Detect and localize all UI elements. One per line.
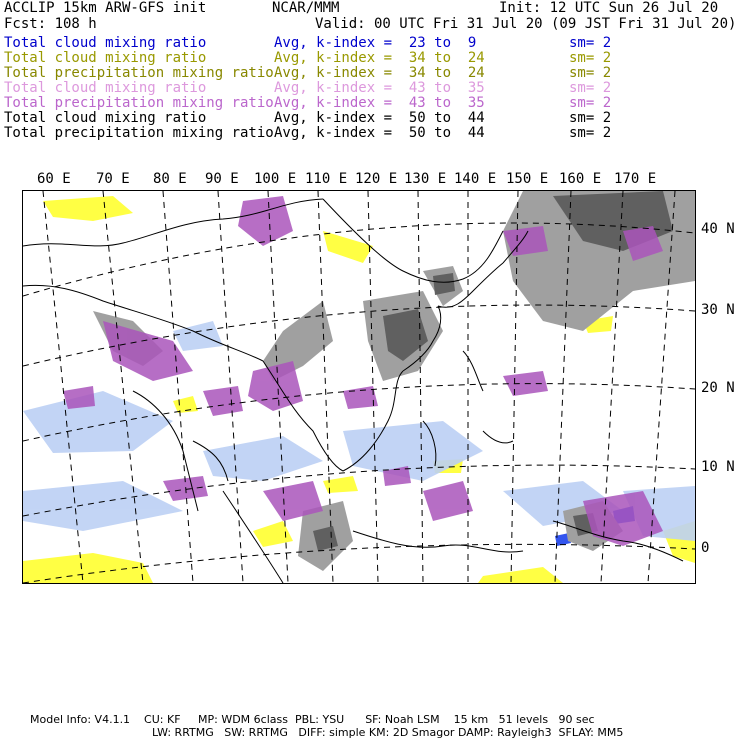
lon-label: 70 E [96, 171, 130, 187]
lon-label: 120 E [355, 171, 398, 187]
valid-time: Valid: 00 UTC Fri 31 Jul 20 (09 JST Fri 31 Jul 20) [315, 16, 737, 32]
legend-avg: Avg, k-index = 34 to 24 [274, 65, 485, 81]
org-label: NCAR/MMM [272, 0, 340, 16]
legend-avg: Avg, k-index = 50 to 44 [274, 125, 485, 141]
legend-label: Total cloud mixing ratio [4, 50, 207, 66]
legend-sm: sm= 2 [569, 50, 612, 66]
legend-sm: sm= 2 [569, 35, 612, 51]
lon-label: 170 E [614, 171, 657, 187]
lon-label: 140 E [454, 171, 497, 187]
lon-label: 130 E [404, 171, 447, 187]
legend-label: Total precipitation mixing ratio [4, 125, 274, 141]
init-time: Init: 12 UTC Sun 26 Jul 20 [499, 0, 719, 16]
legend-row [4, 95, 612, 111]
lon-label: 60 E [37, 171, 71, 187]
lat-label: 30 N [701, 302, 735, 318]
footer-physics-info: LW: RRTMG SW: RRTMG DIFF: simple KM: 2D Smagor DAMP: Rayleigh3 SFLAY: MM5 [152, 726, 624, 739]
legend-row [4, 35, 612, 51]
legend-sm: sm= 2 [569, 65, 612, 81]
legend-label: Total cloud mixing ratio [4, 80, 207, 96]
map-panel [22, 190, 696, 584]
legend-sm: sm= 2 [569, 125, 612, 141]
lon-label: 100 E [254, 171, 297, 187]
lat-label: 10 N [701, 459, 735, 475]
lat-label: 40 N [701, 221, 735, 237]
lat-label: 0 [701, 540, 710, 556]
legend-row [4, 80, 612, 96]
model-title: ACCLIP 15km ARW-GFS init [4, 0, 207, 16]
legend-sm: sm= 2 [569, 110, 612, 126]
legend-avg: Avg, k-index = 23 to 9 [274, 35, 477, 51]
lat-label: 20 N [701, 380, 735, 396]
legend-label: Total cloud mixing ratio [4, 110, 207, 126]
legend-avg: Avg, k-index = 43 to 35 [274, 95, 485, 111]
legend-label: Total precipitation mixing ratio [4, 95, 274, 111]
legend-row [4, 50, 612, 66]
footer-model-info: Model Info: V4.1.1 CU: KF MP: WDM 6class PBL: YSU SF: Noah LSM 15 km 51 levels 90 sec [30, 713, 595, 726]
legend-row [4, 125, 612, 141]
legend-avg: Avg, k-index = 50 to 44 [274, 110, 485, 126]
legend-label: Total precipitation mixing ratio [4, 65, 274, 81]
map-plot [23, 191, 695, 583]
legend-row [4, 65, 612, 81]
legend-avg: Avg, k-index = 34 to 24 [274, 50, 485, 66]
legend-sm: sm= 2 [569, 95, 612, 111]
lon-label: 90 E [205, 171, 239, 187]
forecast-hour: Fcst: 108 h [4, 16, 97, 32]
legend-row [4, 110, 612, 126]
legend-avg: Avg, k-index = 43 to 35 [274, 80, 485, 96]
lon-label: 110 E [305, 171, 348, 187]
legend-sm: sm= 2 [569, 80, 612, 96]
lon-label: 80 E [153, 171, 187, 187]
lon-label: 150 E [506, 171, 549, 187]
legend-label: Total cloud mixing ratio [4, 35, 207, 51]
lon-label: 160 E [559, 171, 602, 187]
